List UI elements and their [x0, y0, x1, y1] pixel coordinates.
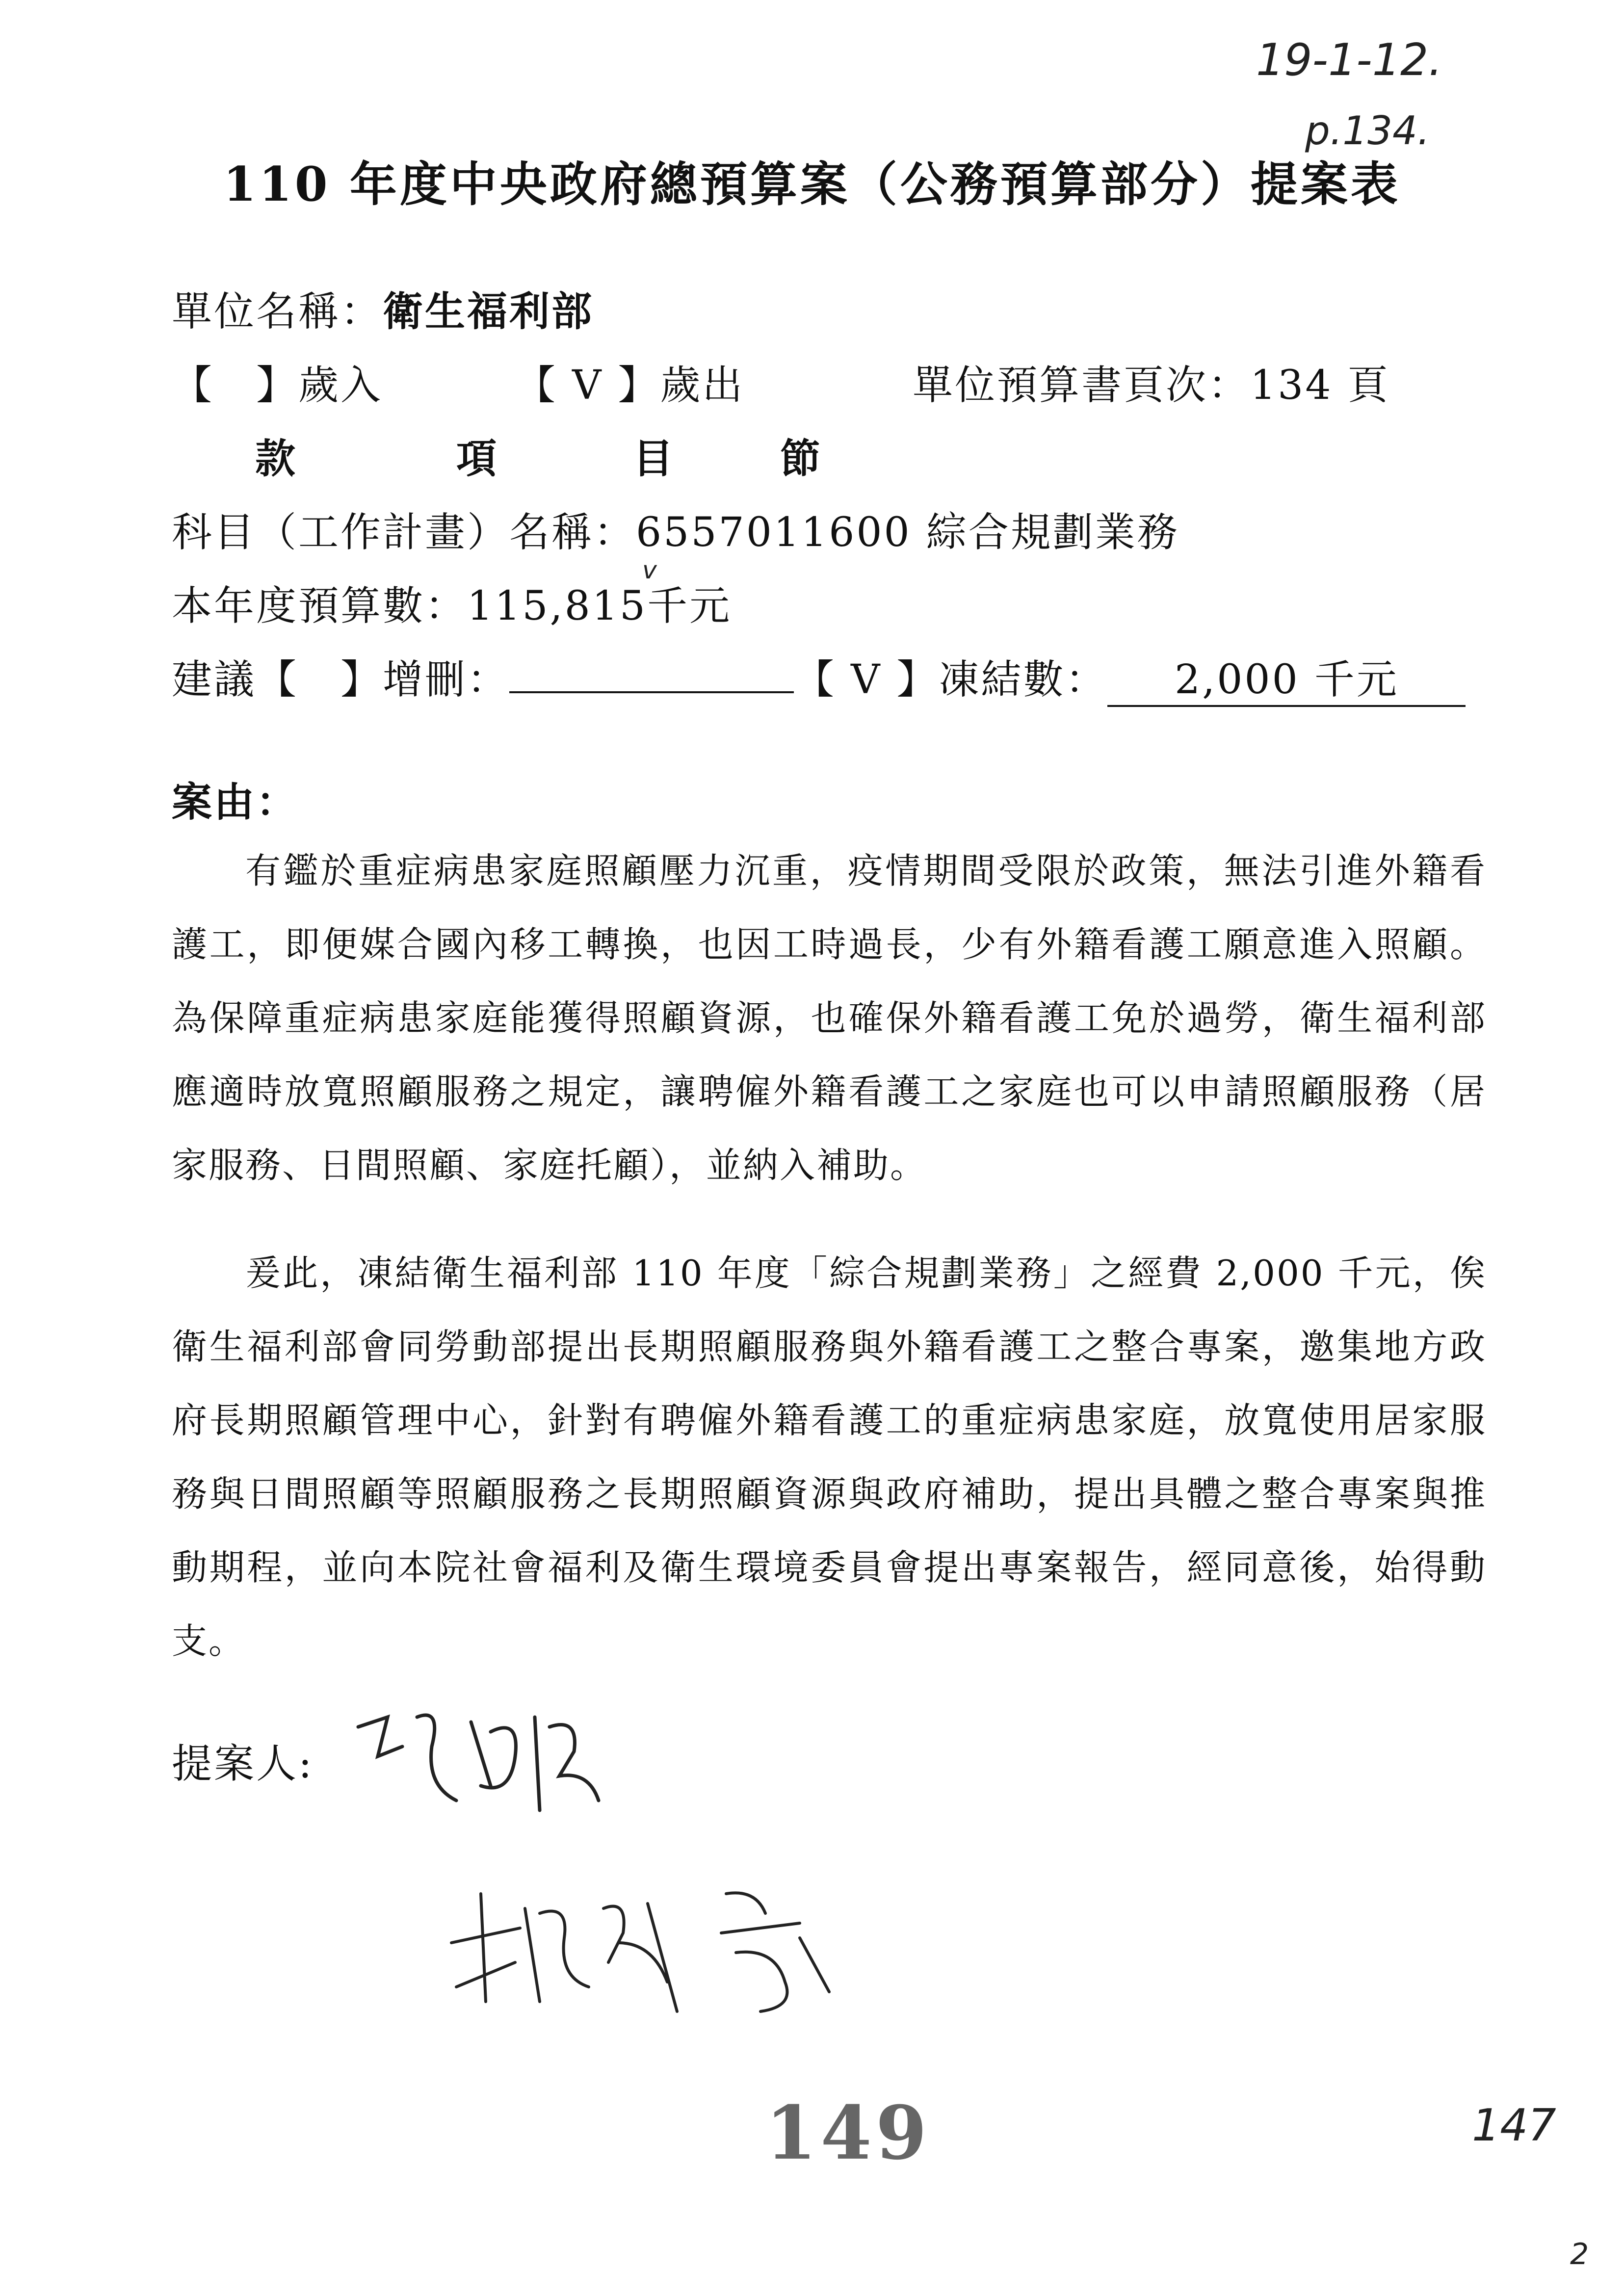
budget-unit: 千元 — [647, 583, 732, 629]
add-blank-line — [509, 657, 794, 693]
freeze-value: 2,000 千元 — [1107, 648, 1466, 707]
handwritten-date: 19-1-12. — [1256, 34, 1442, 86]
subject-label: 科目（工作計畫）名稱： — [172, 509, 636, 556]
hierarchy-mu: 目 — [633, 435, 676, 482]
unit-row — [172, 280, 594, 337]
expense-label: 歲出 — [660, 362, 745, 409]
reason-text-1: 有鑑於重症病患家庭照顧壓力沉重，疫情期間受限於政策，無法引進外籍看護工，即便媒合國內移工轉換，也因工時過長，少有外籍看護工願意進入照顧。為保障重症病患家庭能獲得照顧資源，也確保外籍看護工免於過勞，衛生福利部應適時放寬照顧服務之規定，讓聘僱外籍看護工之家庭也可以申請照顧服務（居家服務、日間照顧、家庭托顧），並納入補助。 — [172, 850, 1487, 1186]
freeze-label: 凍結數： — [939, 656, 1108, 703]
subject-value: 6557011600 綜合規劃業務 — [636, 509, 1179, 556]
subject-row — [172, 500, 1179, 558]
income-label: 歲入 — [298, 362, 383, 409]
form-title: 110 年度中央政府總預算案（公務預算部分）提案表 — [223, 157, 1401, 212]
reason-paragraph-2 — [172, 1236, 1487, 1678]
unit-label: 單位名稱： — [172, 288, 383, 335]
unit-value: 衛生福利部 — [383, 288, 594, 335]
budget-book-page: 單位預算書頁次：134 頁 — [913, 362, 1390, 409]
handwritten-page-corner: 147 — [1472, 2100, 1556, 2151]
budget-row — [172, 556, 732, 631]
handwritten-tick: v — [642, 556, 659, 584]
add-checkbox: 【 】 — [256, 656, 383, 703]
signature-2 — [442, 1864, 844, 2021]
proposal-row — [172, 648, 1466, 707]
reason-label: 案由： — [172, 779, 299, 826]
freeze-checkbox: 【 V 】 — [794, 656, 939, 703]
hierarchy-jie: 節 — [780, 435, 823, 482]
type-income — [172, 353, 383, 411]
hierarchy-kuan: 款 — [255, 435, 298, 482]
income-checkbox: 【 】 — [172, 362, 299, 409]
handwritten-mark: 2 — [1570, 2237, 1589, 2271]
budget-value: 115,815 — [467, 583, 648, 629]
reason-text-2: 爰此，凍結衛生福利部 110 年度「綜合規劃業務」之經費 2,000 千元，俟衛生福利部會同勞動部提出長期照顧服務與外籍看護工之整合專案，邀集地方政府長期照顧管理中心，針對有聘僱外籍看護工的重症病患家庭，放寬使用居家服務與日間照顧等照顧服務之長期照顧資源與政府補助，提出具體之整合專案與推動期程，並向本院社會福利及衛生環境委員會提出專案報告，經同意後，始得動支。 — [172, 1252, 1487, 1662]
reason-paragraph-1 — [172, 834, 1487, 1202]
add-label: 增刪： — [383, 656, 510, 703]
expense-checkbox: 【 V 】 — [515, 362, 660, 409]
handwritten-page-ref: p.134. — [1305, 108, 1430, 154]
type-expense — [515, 353, 744, 411]
page-stamp-number: 149 — [765, 2090, 931, 2176]
proposer-label: 提案人: — [172, 1741, 314, 1787]
proposal-prefix: 建議 — [172, 656, 257, 703]
signature-1 — [343, 1688, 618, 1835]
budget-label: 本年度預算數： — [172, 583, 468, 629]
hierarchy-xiang: 項 — [456, 435, 499, 482]
